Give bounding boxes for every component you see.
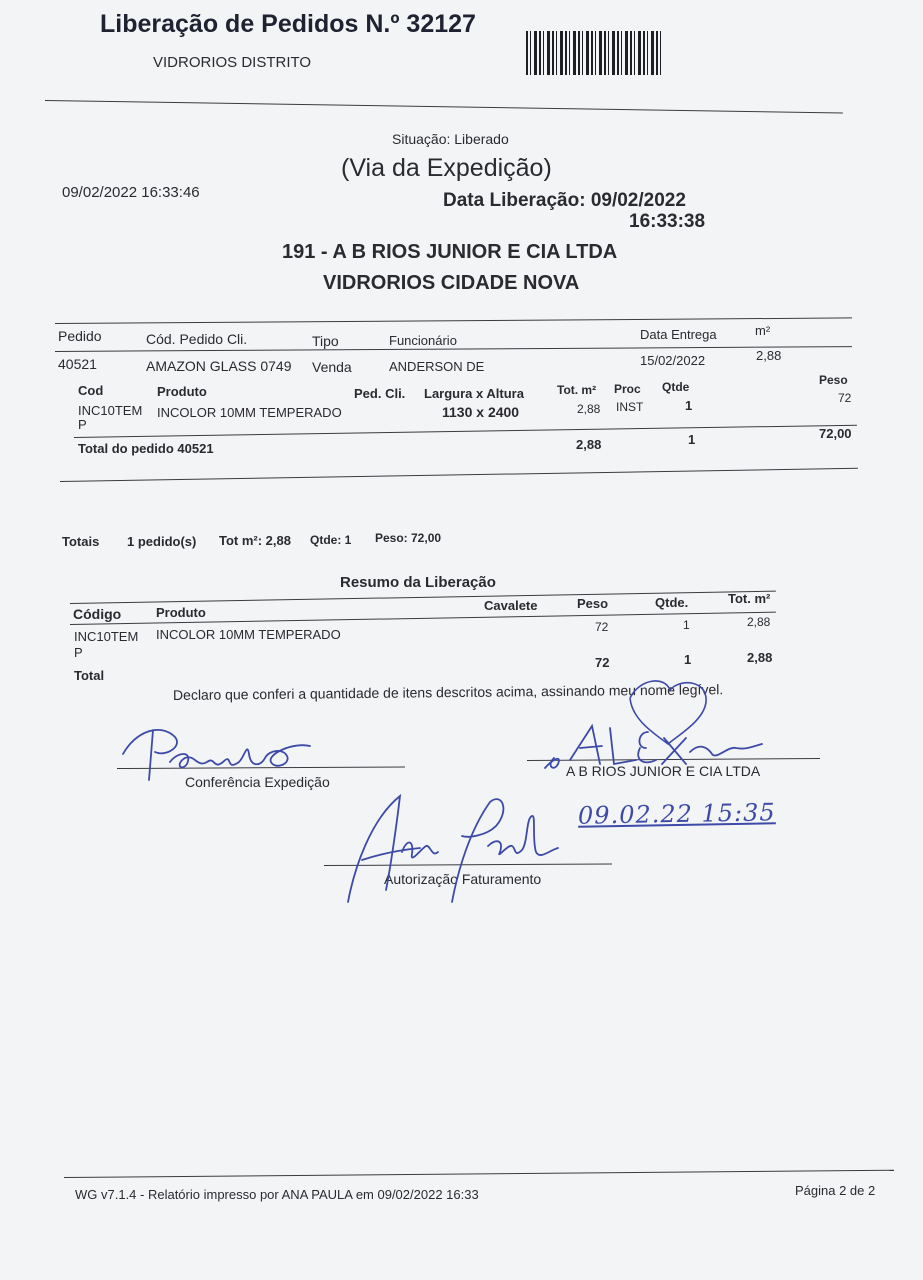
document-title: Liberação de Pedidos N.º 32127 [100,10,476,38]
release-date: Data Liberação: 09/02/2022 [443,190,686,211]
cliente-label: A B RIOS JUNIOR E CIA LTDA [566,763,761,779]
summary-total-qtde: 1 [684,652,692,667]
summary-codigo-line2: P [74,645,83,660]
item-produto: INCOLOR 10MM TEMPERADO [157,405,342,420]
release-time: 16:33:38 [629,211,706,232]
handwritten-date: 09.02.22 15:35 [577,798,776,830]
summary-produto: INCOLOR 10MM TEMPERADO [156,627,341,642]
totals-pedidos: 1 pedido(s) [127,534,197,549]
order-table-top-line [55,317,852,324]
order-pedido: 40521 [58,356,97,372]
summary-tot-m2: 2,88 [747,615,771,629]
item-header-cod: Cod [78,383,104,398]
conferencia-handwritten-signature [115,712,315,792]
item-qtde: 1 [685,398,693,413]
summary-header-peso: Peso [577,596,609,611]
summary-title: Resumo da Liberação [340,574,496,591]
item-largura-altura: 1130 x 2400 [442,404,520,420]
autorizacao-handwritten-signature [340,790,560,915]
store-name: VIDRORIOS CIDADE NOVA [323,272,580,294]
item-header-peso: Peso [819,373,848,387]
col-header-funcionario: Funcionário [389,333,457,348]
totals-m2: Tot m²: 2,88 [219,533,291,548]
autorizacao-label: Autorização Faturamento [384,871,542,887]
summary-codigo-line1: INC10TEM [74,629,139,644]
col-header-pedido: Pedido [58,328,102,344]
order-total-label: Total do pedido 40521 [78,441,214,456]
item-header-largura-altura: Largura x Altura [424,386,524,401]
totals-label: Totais [62,534,100,549]
summary-total-tot-m2: 2,88 [747,650,773,665]
item-header-produto: Produto [157,384,207,399]
order-total-m2: 2,88 [576,437,602,452]
item-tot-m2: 2,88 [577,402,601,416]
item-cod-line2: P [78,417,87,432]
client-name: 191 - A B RIOS JUNIOR E CIA LTDA [282,241,618,263]
status-text: Situação: Liberado [392,131,509,147]
item-header-qtde: Qtde [662,380,690,394]
order-total-qtde: 1 [688,432,696,447]
totals-peso: Peso: 72,00 [375,531,442,545]
col-header-cod-pedido-cli: Cód. Pedido Cli. [146,331,248,347]
printed-at: 09/02/2022 16:33:46 [62,184,200,201]
summary-header-codigo: Código [73,606,122,622]
order-m2: 2,88 [756,348,782,363]
totals-qtde: Qtde: 1 [310,533,352,547]
item-header-proc: Proc [614,382,641,396]
item-cod-line1: INC10TEM [78,403,143,418]
order-tipo: Venda [312,359,352,375]
footer-printed-by: WG v7.1.4 - Relatório impresso por ANA PAULA em 09/02/2022 16:33 [75,1187,479,1202]
summary-total-peso: 72 [595,655,610,670]
summary-header-tot-m2: Tot. m² [728,591,771,606]
footer-page-number: Página 2 de 2 [795,1183,876,1198]
item-header-ped-cli: Ped. Cli. [354,386,406,401]
header-divider [45,100,843,114]
item-header-tot-m2: Tot. m² [557,383,597,397]
summary-total-label: Total [74,668,105,683]
summary-qtde: 1 [683,618,690,632]
order-data-entrega: 15/02/2022 [640,353,706,368]
footer-divider [64,1170,894,1178]
order-total-peso: 72,00 [819,426,852,441]
col-header-data-entrega: Data Entrega [640,327,717,342]
order-cod-pedido-cli: AMAZON GLASS 0749 [146,358,292,374]
summary-peso: 72 [595,620,609,634]
col-header-m2: m² [755,323,771,338]
barcode [526,31,661,75]
summary-header-cavalete: Cavalete [484,598,538,613]
summary-header-produto: Produto [156,605,206,620]
summary-header-qtde: Qtde. [655,595,689,610]
item-proc: INST [616,400,644,414]
declaration-text: Declaro que conferi a quantidade de itens descritos acima, assinando meu nome legível. [172,681,724,703]
order-total-line [74,425,857,438]
company-name: VIDRORIOS DISTRITO [153,54,312,71]
order-funcionario: ANDERSON DE [389,359,485,374]
col-header-tipo: Tipo [312,333,339,349]
copy-label: (Via da Expedição) [341,154,552,182]
conferencia-label: Conferência Expedição [185,774,330,790]
cliente-handwritten-signature [540,668,770,783]
item-peso: 72 [838,391,852,405]
order-table-bottom-line [60,468,858,482]
